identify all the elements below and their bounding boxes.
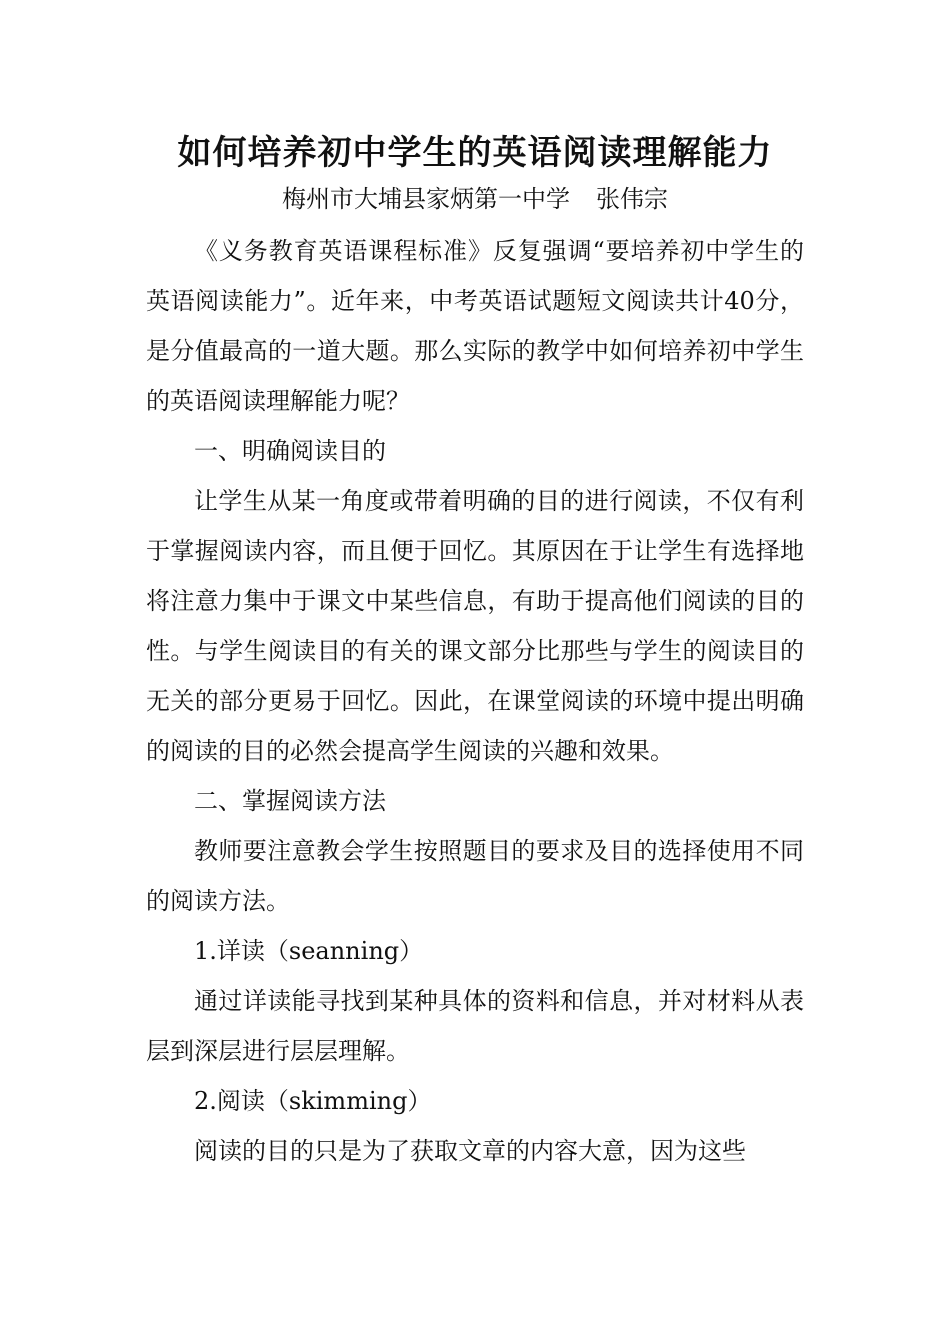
document-body [146,226,804,1176]
paragraph-intro: 《义务教育英语课程标准》反复强调“要培养初中学生的英语阅读能力”。近年来，中考英语试题短文阅读共计40分，是分值最高的一道大题。那么实际的教学中如何培养初中学生的英语阅读理解能力呢？ [146,237,804,415]
paragraph-section-2: 教师要注意教会学生按照题目的要求及目的选择使用不同的阅读方法。 [146,837,804,915]
author-organization: 梅州市大埔县家炳第一中学 [282,185,570,213]
subheading-2-1: 1.详读（seanning） [194,937,424,965]
page-title: 如何培养初中学生的英语阅读理解能力 [177,133,773,173]
subheading-2-2: 2.阅读（skimming） [194,1087,432,1115]
paragraph-2-2: 阅读的目的只是为了获取文章的内容大意，因为这些 [194,1137,746,1165]
author-name: 张伟宗 [596,185,668,213]
paragraph-2-1: 通过详读能寻找到某种具体的资料和信息，并对材料从表层到深层进行层层理解。 [146,987,804,1065]
author-byline [0,179,950,219]
section-heading-1: 一、明确阅读目的 [194,437,386,465]
paragraph-section-1: 让学生从某一角度或带着明确的目的进行阅读，不仅有利于掌握阅读内容，而且便于回忆。其原因在于让学生有选择地将注意力集中于课文中某些信息，有助于提高他们阅读的目的性。与学生阅读目的有关的课文部分比那些与学生的阅读目的无关的部分更易于回忆。因此，在课堂阅读的环境中提出明确的阅读的目的必然会提高学生阅读的兴趣和效果。 [146,487,804,765]
section-heading-2: 二、掌握阅读方法 [194,787,386,815]
